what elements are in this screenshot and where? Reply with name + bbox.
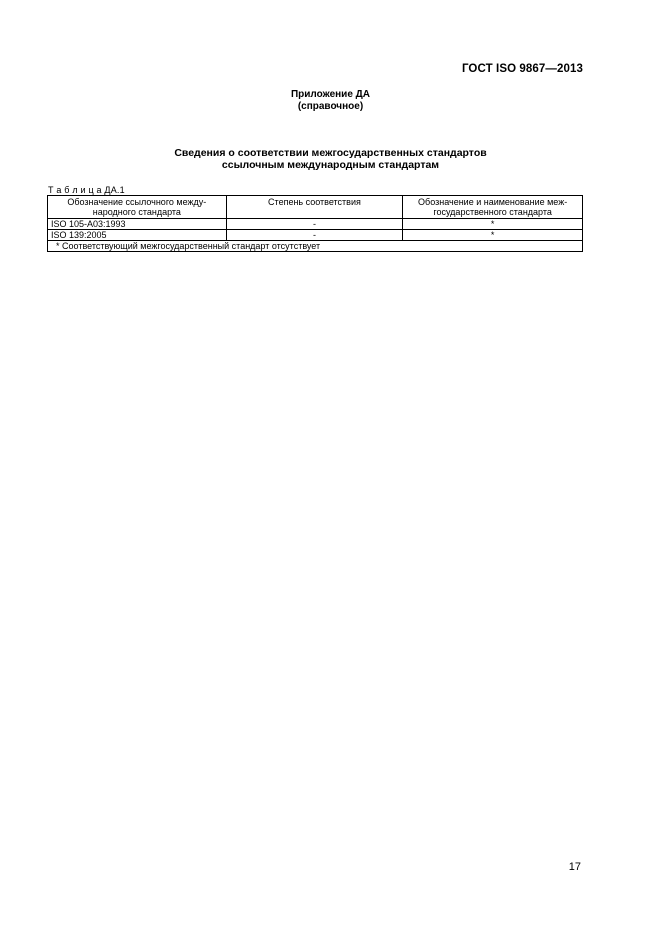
appendix-label: Приложение ДА — [290, 89, 371, 100]
table-row — [48, 219, 583, 230]
table-footnote-row — [48, 241, 583, 252]
appendix-heading — [0, 89, 661, 113]
correspondence-table — [47, 195, 583, 252]
table-header-row — [48, 196, 583, 219]
cell-degree: - — [226, 230, 403, 241]
cell-reference-standard: ISO 139:2005 — [48, 230, 227, 241]
header-degree-of-correspondence: Степень соответствия — [226, 196, 403, 219]
cell-degree: - — [226, 219, 403, 230]
cell-reference-standard: ISO 105-A03:1993 — [48, 219, 227, 230]
table-row — [48, 230, 583, 241]
table-caption: Т а б л и ц а ДА.1 — [48, 185, 125, 195]
appendix-title-line-1: Сведения о соответствии межгосударственных стандартов — [174, 147, 487, 159]
header-interstate-standard: Обозначение и наименование меж- государственного стандарта — [403, 196, 583, 219]
appendix-title-line-2: ссылочным международным стандартам — [221, 159, 440, 171]
appendix-title — [0, 147, 661, 171]
document-code: ГОСТ ISO 9867—2013 — [461, 63, 583, 75]
page-number: 17 — [568, 861, 581, 873]
header-reference-standard: Обозначение ссылочного между- народного стандарта — [48, 196, 227, 219]
cell-interstate-standard: * — [403, 230, 583, 241]
table-footnote: * Соответствующий межгосударственный стандарт отсутствует — [48, 241, 583, 252]
appendix-note: (справочное) — [297, 101, 364, 112]
cell-interstate-standard: * — [403, 219, 583, 230]
